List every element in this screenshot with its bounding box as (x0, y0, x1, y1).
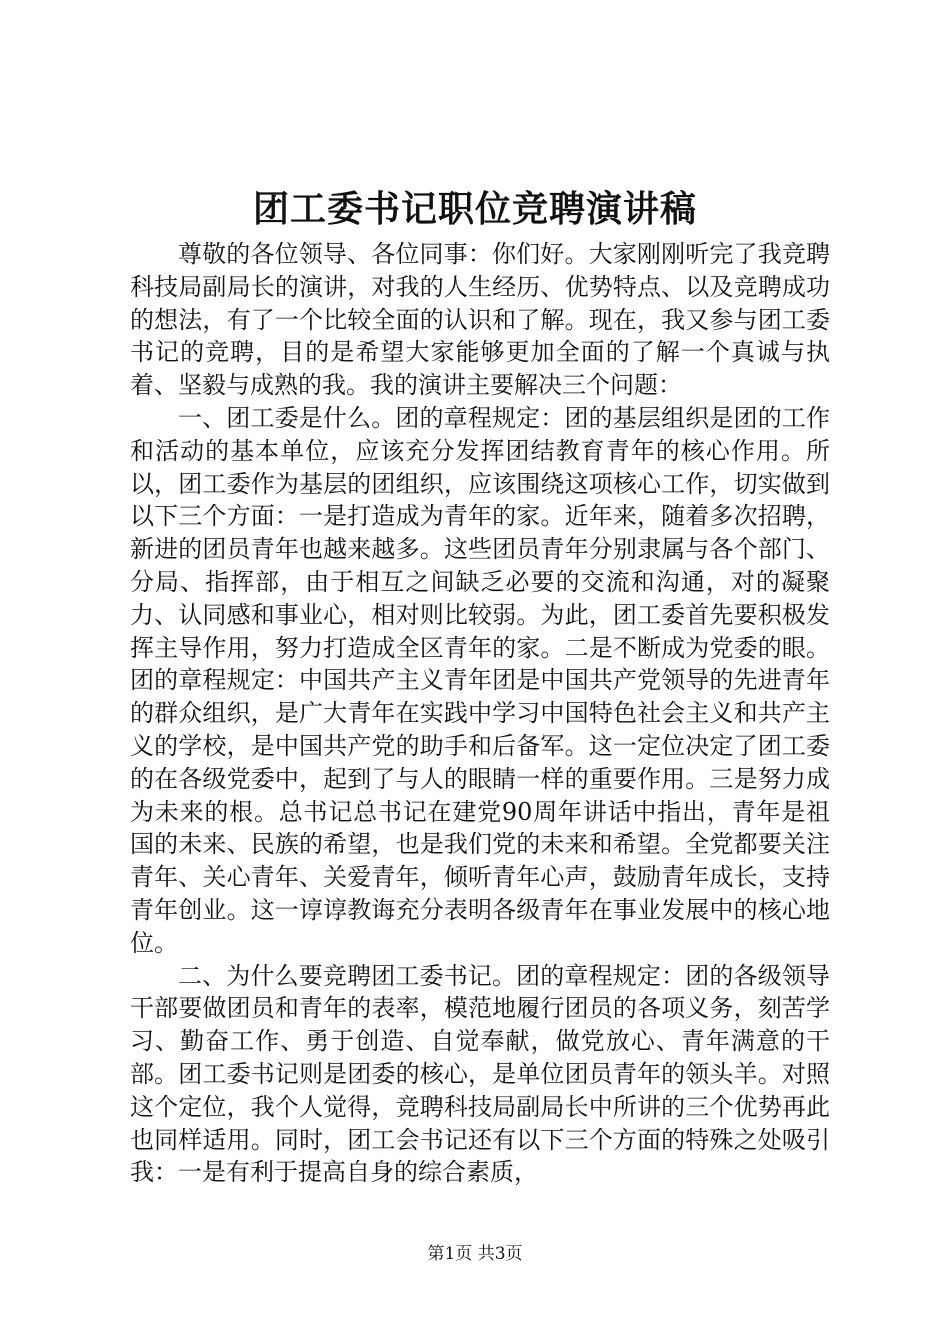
document-title: 团工委书记职位竞聘演讲稿 (252, 188, 697, 230)
paragraph-section-one: 一、团工委是什么。团的章程规定：团的基层组织是团的工作和活动的基本单位，应该充分发挥团结教育青年的核心作用。所以，团工委作为基层的团组织，应该围绕这项核心工作，切实做到以下三个方面：一是打造成为青年的家。近年来，随着多次招聘，新进的团员青年也越来越多。这些团员青年分别隶属与各个部门、分局、指挥部，由于相互之间缺乏必要的交流和沟通，对的凝聚力、认同感和事业心，相对则比较弱。为此，团工委首先要积极发挥主导作用，努力打造成全区青年的家。二是不断成为党委的眼。团的章程规定：中国共产主义青年团是中国共产党领导的先进青年的群众组织，是广大青年在实践中学习中国特色社会主义和共产主义的学校，是中国共产党的助手和后备军。这一定位决定了团工委的在各级党委中，起到了与人的眼睛一样的重要作用。三是努力成为未来的根。总书记总书记在建党90周年讲话中指出，青年是祖国的未来、民族的希望，也是我们党的未来和希望。全党都要关注青年、关心青年、关爱青年，倾听青年心声，鼓励青年成长，支持青年创业。这一谆谆教诲充分表明各级青年在事业发展中的核心地位。 (130, 403, 830, 957)
paragraph-section-two: 二、为什么要竞聘团工委书记。团的章程规定：团的各级领导干部要做团员和青年的表率，模范地履行团员的各项义务，刻苦学习、勤奋工作、勇于创造、自觉奉献，做党放心、青年满意的干部。团工委书记则是团委的核心，是单位团员青年的领头羊。对照这个定位，我个人觉得，竞聘科技局副局长中所讲的三个优势再此也同样适用。同时，团工会书记还有以下三个方面的特殊之处吸引我：一是有利于提高自身的综合素质， (130, 961, 830, 1187)
paragraph-intro: 尊敬的各位领导、各位同事：你们好。大家刚刚听完了我竞聘科技局副局长的演讲，对我的人生经历、优势特点、以及竞聘成功的想法，有了一个比较全面的认识和了解。现在，我又参与团工委书记的竞聘，目的是希望大家能够更加全面的了解一个真诚与执着、坚毅与成熟的我。我的演讲主要解决三个问题： (130, 240, 830, 400)
page-number-footer: 第1页 共3页 (427, 1244, 523, 1264)
document-body (130, 238, 830, 1189)
